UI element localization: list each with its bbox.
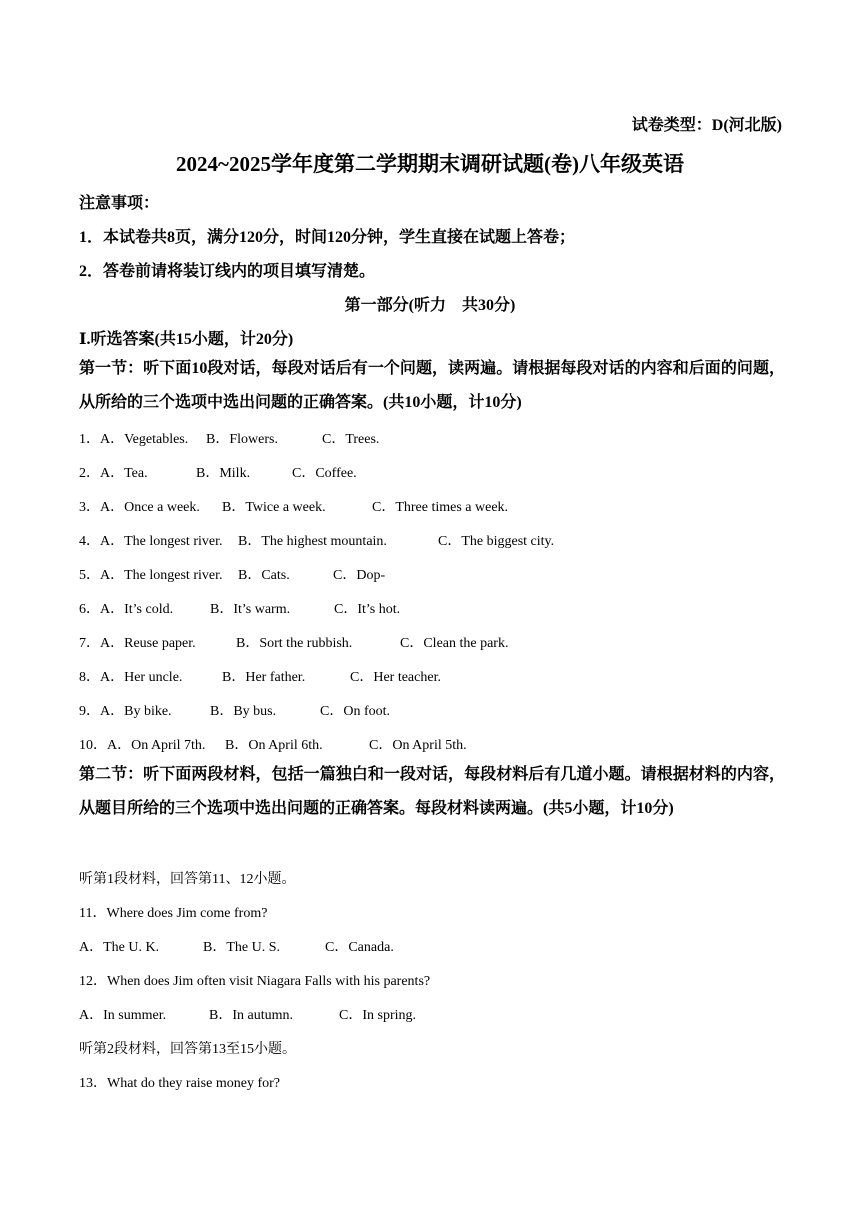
question-10 xyxy=(79,734,467,754)
question-number: 7． xyxy=(79,636,100,651)
question-11-options xyxy=(79,936,394,956)
question-4 xyxy=(79,530,554,550)
option-a: A．The longest river. xyxy=(100,568,223,583)
option-a: A．Vegetables. xyxy=(100,432,189,447)
question-number: 2． xyxy=(79,466,100,481)
question-1 xyxy=(79,428,379,448)
option-c: C．On April 5th. xyxy=(369,738,467,753)
question-number: 10． xyxy=(79,738,107,753)
question-5 xyxy=(79,564,385,584)
option-b: B．The U. S. xyxy=(203,940,280,955)
part1-title: 第一部分(听力 共30分) xyxy=(344,297,516,314)
option-c: C．In spring. xyxy=(339,1008,416,1023)
option-c: C．Three times a week. xyxy=(372,500,509,515)
question-8 xyxy=(79,666,441,686)
question-number: 6． xyxy=(79,602,100,617)
option-c: C．Dop- xyxy=(333,568,386,583)
option-a: A．Her uncle. xyxy=(100,670,183,685)
question-11-stem: 11．Where does Jim come from? xyxy=(79,906,268,921)
option-a: A．It’s cold. xyxy=(100,602,174,617)
notes-heading: 注意事项： xyxy=(79,195,160,212)
question-13-stem: 13．What do they raise money for? xyxy=(79,1076,280,1091)
option-b: B．Cats. xyxy=(238,568,290,583)
option-c: C．It’s hot. xyxy=(334,602,401,617)
option-a: A．Once a week. xyxy=(100,500,200,515)
question-number: 4． xyxy=(79,534,100,549)
question-number: 3． xyxy=(79,500,100,515)
question-12-options xyxy=(79,1004,416,1024)
question-number: 9． xyxy=(79,704,100,719)
question-9 xyxy=(79,700,390,720)
question-2 xyxy=(79,462,357,482)
question-number: 8． xyxy=(79,670,100,685)
option-b: B．Sort the rubbish. xyxy=(236,636,353,651)
option-c: C．Coffee. xyxy=(292,466,357,481)
note-item-2: 2．答卷前请将装订线内的项目填写清楚。 xyxy=(79,263,376,280)
question-number: 5． xyxy=(79,568,100,583)
option-a: A．Reuse paper. xyxy=(100,636,196,651)
question-7 xyxy=(79,632,508,652)
option-b: B．Flowers. xyxy=(206,432,278,447)
option-b: B．On April 6th. xyxy=(225,738,323,753)
paper-type: 试卷类型：D(河北版) xyxy=(631,117,782,134)
sub2-instructions: 第二节：听下面两段材料，包括一篇独白和一段对话，每段材料后有几道小题。请根据材料的内容，从题目所给的三个选项中选出问题的正确答案。每段材料读两遍。(共5小题，计10分) xyxy=(79,766,785,817)
option-b: B．It’s warm. xyxy=(210,602,291,617)
option-b: B．By bus. xyxy=(210,704,277,719)
sub1-instructions: 第一节：听下面10段对话，每段对话后有一个问题，读两遍。请根据每段对话的内容和后面的问题，从所给的三个选项中选出问题的正确答案。(共10小题，计10分) xyxy=(79,360,785,411)
option-b: B．In autumn. xyxy=(209,1008,293,1023)
option-a: A．Tea. xyxy=(100,466,148,481)
option-b: B．Her father. xyxy=(222,670,306,685)
option-c: C．On foot. xyxy=(320,704,390,719)
option-a: A．In summer. xyxy=(79,1008,167,1023)
question-number: 1． xyxy=(79,432,100,447)
option-a: A．By bike. xyxy=(100,704,172,719)
option-a: A．On April 7th. xyxy=(107,738,206,753)
exam-title: 2024~2025学年度第二学期期末调研试题(卷)八年级英语 xyxy=(176,152,684,176)
section1-title: Ⅰ.听选答案(共15小题，计20分) xyxy=(79,331,294,348)
material-2-label: 听第2段材料，回答第13至15小题。 xyxy=(79,1042,296,1057)
option-a: A．The longest river. xyxy=(100,534,223,549)
option-a: A．The U. K. xyxy=(79,940,160,955)
option-c: C．The biggest city. xyxy=(438,534,555,549)
option-b: B．Twice a week. xyxy=(222,500,326,515)
option-c: C．Clean the park. xyxy=(400,636,509,651)
option-b: B．The highest mountain. xyxy=(238,534,387,549)
option-b: B．Milk. xyxy=(196,466,251,481)
option-c: C．Canada. xyxy=(325,940,394,955)
note-item-1: 1．本试卷共8页，满分120分，时间120分钟，学生直接在试题上答卷； xyxy=(79,229,576,246)
question-3 xyxy=(79,496,508,516)
material-1-label: 听第1段材料，回答第11、12小题。 xyxy=(79,872,296,887)
question-6 xyxy=(79,598,400,618)
option-c: C．Her teacher. xyxy=(350,670,441,685)
option-c: C．Trees. xyxy=(322,432,380,447)
question-12-stem: 12．When does Jim often visit Niagara Falls with his parents? xyxy=(79,974,431,989)
